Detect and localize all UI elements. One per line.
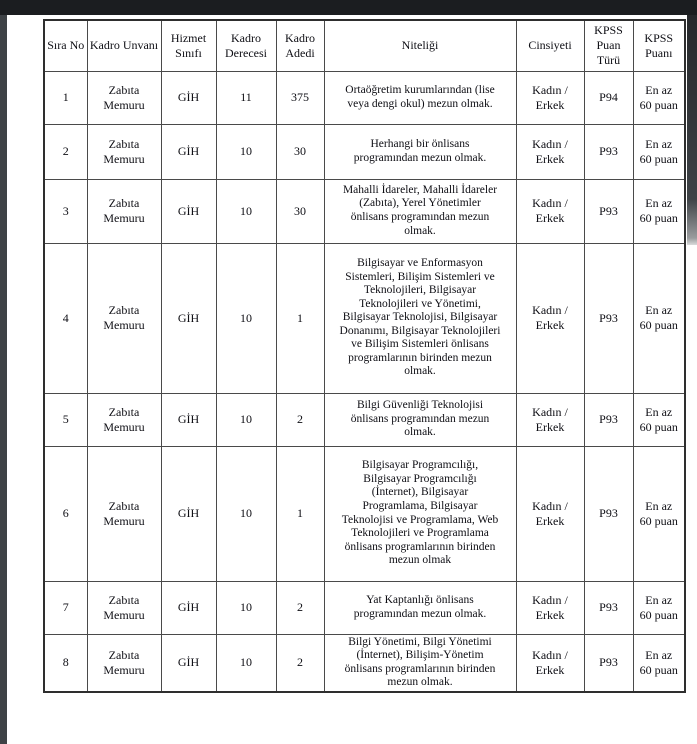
- cell-r8-c4: 10: [216, 634, 276, 692]
- cell-r7-c2: Zabıta Memuru: [87, 581, 161, 634]
- header-cell-6: Cinsiyeti: [516, 20, 584, 71]
- cell-r5-c2: Zabıta Memuru: [87, 393, 161, 446]
- cell-r7-c8: P93: [584, 581, 633, 634]
- header-cell-3: Kadro Derecesi: [216, 20, 276, 71]
- cell-r8-c8: P93: [584, 634, 633, 692]
- viewer-left-background: [0, 15, 7, 744]
- header-cell-0: Sıra No: [44, 20, 87, 71]
- cell-r4-c5: 1: [276, 243, 324, 393]
- table-row-1: [44, 71, 685, 124]
- cell-r1-c6: Ortaöğretim kurumlarından (lise veya dengi okul) mezun olmak.: [324, 71, 516, 124]
- job-postings-table: [43, 19, 686, 693]
- cell-r6-c4: 10: [216, 446, 276, 581]
- table-row-6: [44, 446, 685, 581]
- cell-r4-c8: P93: [584, 243, 633, 393]
- header-cell-5: Niteliği: [324, 20, 516, 71]
- table-row-7: [44, 581, 685, 634]
- cell-r6-c9: En az 60 puan: [633, 446, 685, 581]
- cell-r4-c7: Kadın / Erkek: [516, 243, 584, 393]
- cell-r3-c7: Kadın / Erkek: [516, 179, 584, 243]
- cell-r1-c9: En az 60 puan: [633, 71, 685, 124]
- header-cell-4: Kadro Adedi: [276, 20, 324, 71]
- cell-r1-c7: Kadın / Erkek: [516, 71, 584, 124]
- cell-r8-c1: 8: [44, 634, 87, 692]
- header-cell-2: Hizmet Sınıfı: [161, 20, 216, 71]
- cell-r6-c5: 1: [276, 446, 324, 581]
- cell-r7-c5: 2: [276, 581, 324, 634]
- cell-r2-c6: Herhangi bir önlisans programından mezun olmak.: [324, 124, 516, 179]
- cell-r5-c8: P93: [584, 393, 633, 446]
- cell-r3-c9: En az 60 puan: [633, 179, 685, 243]
- cell-r7-c1: 7: [44, 581, 87, 634]
- table-row-8: [44, 634, 685, 692]
- cell-r5-c5: 2: [276, 393, 324, 446]
- table-body: [44, 71, 685, 692]
- cell-r2-c3: GİH: [161, 124, 216, 179]
- cell-r2-c1: 2: [44, 124, 87, 179]
- table-header: [44, 20, 685, 71]
- cell-r2-c2: Zabıta Memuru: [87, 124, 161, 179]
- cell-r2-c5: 30: [276, 124, 324, 179]
- vertical-scrollbar-thumb[interactable]: [687, 15, 697, 245]
- cell-r3-c3: GİH: [161, 179, 216, 243]
- cell-r7-c3: GİH: [161, 581, 216, 634]
- cell-r6-c8: P93: [584, 446, 633, 581]
- cell-r7-c7: Kadın / Erkek: [516, 581, 584, 634]
- header-cell-1: Kadro Unvanı: [87, 20, 161, 71]
- cell-r4-c1: 4: [44, 243, 87, 393]
- cell-r4-c2: Zabıta Memuru: [87, 243, 161, 393]
- cell-r8-c2: Zabıta Memuru: [87, 634, 161, 692]
- cell-r5-c1: 5: [44, 393, 87, 446]
- cell-r8-c3: GİH: [161, 634, 216, 692]
- cell-r7-c6: Yat Kaptanlığı önlisans programından mezun olmak.: [324, 581, 516, 634]
- header-cell-8: KPSS Puanı: [633, 20, 685, 71]
- cell-r1-c5: 375: [276, 71, 324, 124]
- cell-r4-c6: Bilgisayar ve Enformasyon Sistemleri, Bilişim Sistemleri ve Teknolojileri, Bilgisayar Teknolojileri ve Yönetimi, Bilgisayar Teknolojisi, Bilgisayar Donanımı, Bilgisayar Teknolojileri ve Bilişim Sistemleri önlisans programlarının birinden mezun olmak.: [324, 243, 516, 393]
- cell-r6-c3: GİH: [161, 446, 216, 581]
- cell-r6-c2: Zabıta Memuru: [87, 446, 161, 581]
- cell-r5-c3: GİH: [161, 393, 216, 446]
- cell-r7-c9: En az 60 puan: [633, 581, 685, 634]
- cell-r2-c8: P93: [584, 124, 633, 179]
- table-row-5: [44, 393, 685, 446]
- table-row-4: [44, 243, 685, 393]
- cell-r4-c9: En az 60 puan: [633, 243, 685, 393]
- cell-r1-c2: Zabıta Memuru: [87, 71, 161, 124]
- cell-r1-c4: 11: [216, 71, 276, 124]
- cell-r3-c2: Zabıta Memuru: [87, 179, 161, 243]
- viewer-top-bar: [0, 0, 697, 15]
- cell-r5-c4: 10: [216, 393, 276, 446]
- cell-r1-c8: P94: [584, 71, 633, 124]
- cell-r5-c9: En az 60 puan: [633, 393, 685, 446]
- cell-r4-c4: 10: [216, 243, 276, 393]
- cell-r1-c3: GİH: [161, 71, 216, 124]
- cell-r8-c5: 2: [276, 634, 324, 692]
- cell-r7-c4: 10: [216, 581, 276, 634]
- header-cell-7: KPSS Puan Türü: [584, 20, 633, 71]
- cell-r3-c6: Mahalli İdareler, Mahalli İdareler (Zabıta), Yerel Yönetimler önlisans programından mezun olmak.: [324, 179, 516, 243]
- cell-r8-c7: Kadın / Erkek: [516, 634, 584, 692]
- cell-r4-c3: GİH: [161, 243, 216, 393]
- cell-r3-c8: P93: [584, 179, 633, 243]
- cell-r6-c6: Bilgisayar Programcılığı, Bilgisayar Programcılığı (İnternet), Bilgisayar Programlama, Bilgisayar Teknolojisi ve Programlama, Web Teknolojileri ve Programlama önlisans programlarının birinden mezun olmak: [324, 446, 516, 581]
- cell-r8-c6: Bilgi Yönetimi, Bilgi Yönetimi (İnternet), Bilişim-Yönetim önlisans programlarının birinden mezun olmak.: [324, 634, 516, 692]
- table-row-2: [44, 124, 685, 179]
- header-row: [44, 20, 685, 71]
- cell-r2-c4: 10: [216, 124, 276, 179]
- cell-r5-c7: Kadın / Erkek: [516, 393, 584, 446]
- cell-r2-c9: En az 60 puan: [633, 124, 685, 179]
- table-row-3: [44, 179, 685, 243]
- cell-r6-c7: Kadın / Erkek: [516, 446, 584, 581]
- cell-r2-c7: Kadın / Erkek: [516, 124, 584, 179]
- cell-r6-c1: 6: [44, 446, 87, 581]
- cell-r3-c1: 3: [44, 179, 87, 243]
- cell-r8-c9: En az 60 puan: [633, 634, 685, 692]
- cell-r3-c5: 30: [276, 179, 324, 243]
- cell-r5-c6: Bilgi Güvenliği Teknolojisi önlisans programından mezun olmak.: [324, 393, 516, 446]
- cell-r1-c1: 1: [44, 71, 87, 124]
- cell-r3-c4: 10: [216, 179, 276, 243]
